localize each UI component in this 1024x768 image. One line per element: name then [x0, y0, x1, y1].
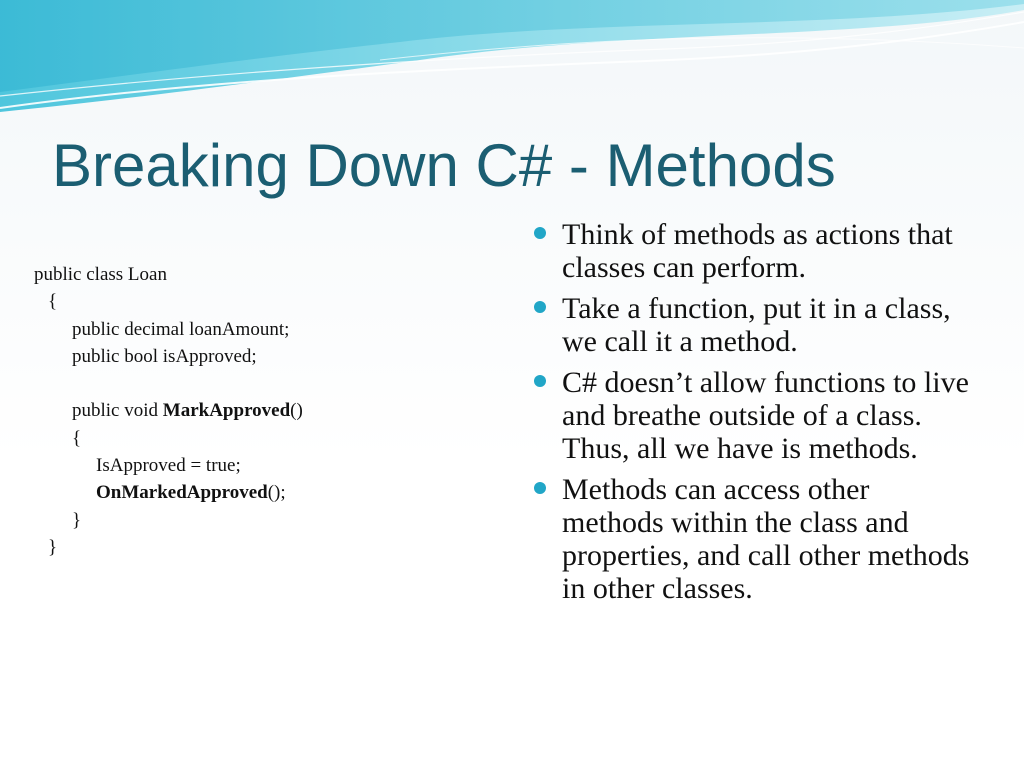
code-line: IsApproved = true;	[96, 455, 241, 477]
code-line	[34, 397, 504, 424]
bullet-text: Think of methods as actions that classes can perform.	[562, 218, 953, 284]
code-text: ();	[267, 482, 286, 504]
code-line	[34, 479, 504, 506]
bullet-dot-icon	[534, 301, 546, 313]
code-line: {	[48, 291, 58, 313]
bullet-text: Take a function, put it in a class, we call it a method.	[562, 292, 951, 358]
bullet-text: C# doesn’t allow functions to live and breathe outside of a class. Thus, all we have is methods.	[562, 366, 969, 465]
bullet-dot-icon	[534, 375, 546, 387]
code-line-blank	[34, 370, 504, 397]
code-line: }	[72, 509, 82, 531]
bullet-item	[532, 473, 972, 605]
bullet-item	[532, 218, 972, 284]
bullet-dot-icon	[534, 482, 546, 494]
wave-header-decoration	[0, 0, 1024, 120]
code-line: public bool isApproved;	[72, 345, 257, 367]
bullet-list	[532, 218, 972, 613]
slide-title: Breaking Down C# - Methods	[52, 132, 836, 199]
code-line: }	[48, 536, 58, 558]
bullet-item	[532, 366, 972, 465]
bullet-text: Methods can access other methods within the class and properties, and call other methods in other classes.	[562, 473, 970, 605]
code-sample	[34, 261, 504, 561]
code-line: public class Loan	[34, 264, 167, 285]
code-text: ()	[290, 400, 303, 422]
code-text: public void	[72, 400, 163, 422]
bullet-item	[532, 292, 972, 358]
code-line: {	[72, 427, 82, 449]
method-name: OnMarkedApproved	[96, 482, 268, 504]
code-line: public decimal loanAmount;	[72, 318, 290, 340]
method-name: MarkApproved	[162, 400, 291, 422]
bullet-dot-icon	[534, 227, 546, 239]
